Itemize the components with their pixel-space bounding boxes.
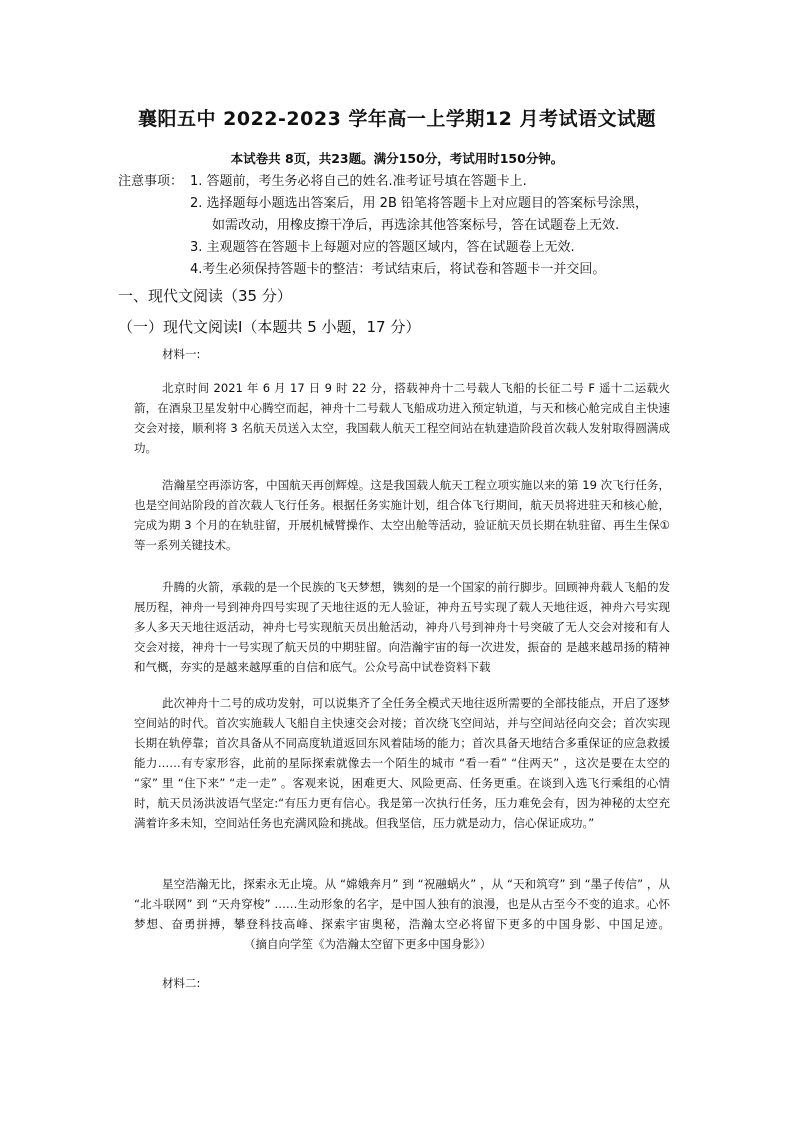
page-title: 襄阳五中 2022-2023 学年高一上学期12 月考试语文试题 — [138, 108, 656, 130]
material1-paragraph-4: 此次神舟十二号的成功发射，可以说集齐了全任务全模式天地往返所需要的全部技能点，开启了逐梦空间站的时代。首次实施载人飞船自主快速交会对接；首次绕飞空间站，并与空间站径向交会；首次实现长期在轨停靠；首次具备从不同高度轨道返回东风着陆场的能力；首次具备天地结合多重保证的应急救援能力……有专家形容，此前的星际探索就像去一个陌生的城市 “看一看” “住两天” ，这次是要在太空的 “家” 里 “住下来” “走一走” 。客观来说，困难更大、风险更高、任务更重。在谈到入选飞行乘组的心情时，航天员汤洪波语气坚定:“有压力更有信心。我是第一次执行任务，压力难免会有，因为神秘的太空充满着许多未知，空间站任务也充满风险和挑战。但我坚信，压力就是动力，信心保证成功。” — [134, 696, 670, 830]
material1-paragraph-5 — [134, 874, 670, 954]
material1-label: 材料一: — [162, 347, 201, 361]
material1-source: （摘自向学笙《为浩瀚太空留下更多中国身影》） — [244, 937, 492, 951]
note-line-3 — [118, 215, 678, 237]
material1-paragraph-2: 浩瀚星空再添访客，中国航天再创辉煌。这是我国载人航天工程立项实施以来的第 19 次飞行任务，也是空间站阶段的首次载人飞行任务。根据任务实施计划，组合体飞行期间，航天员将进驻天和核心舱，完成为期 3 个月的在轨驻留，开展机械臂操作、太空出舱等活动，验证航天员长期在轨驻留、再生生保①等一系列关键技术。 — [134, 478, 670, 552]
note-line-5 — [118, 259, 678, 281]
note-line-4 — [118, 237, 678, 259]
note-item-3: 3. 主观题答在答题卡上每题对应的答题区域内，答在试题卷上无效. — [190, 240, 575, 255]
material1-paragraph-5-text: 星空浩瀚无比，探索永无止境。从 “嫦娥奔月” 到 “祝融蜗火” ，从 “天和筑穹” 到 “墨子传信” ，从 “北斗联网” 到 “天舟穿梭” ……生动形象的名字，是中国人独有的浪漫，也是从古至今不变的追求。心怀梦想、奋勇拼搏，攀登科技高峰、探索宇宙奥秘，浩瀚太空必将留下更多的中国身影、中国足迹。 — [134, 877, 670, 931]
notes-label: 注意事项： — [118, 174, 184, 189]
subsection-heading: （一）现代文阅读Ⅰ（本题共 5 小题，17 分） — [118, 318, 421, 336]
exam-info: 本试卷共 8页，共23题。满分150分，考试用时150分钟。 — [230, 151, 564, 166]
material1-paragraph-3: 升腾的火箭，承载的是一个民族的飞天梦想，镌刻的是一个国家的前行脚步。回顾神舟载人飞船的发展历程，神舟一号到神舟四号实现了天地往返的无人验证，神舟五号实现了载人天地往返，神舟六号实现多人多天天地往返活动，神舟七号实现航天员出舱活动，神舟八号到神舟十号突破了无人交会对接和有人交会对接，神舟十一号实现了航天员的中期驻留。向浩瀚宇宙的每一次进发，振奋的 是越来越昂扬的精神和气概，夯实的是越来越厚重的自信和底气。公众号高中试卷资料下载 — [134, 580, 670, 674]
note-line-2 — [118, 193, 678, 215]
note-item-1: 1. 答题前，考生务必将自己的姓名.准考证号填在答题卡上. — [190, 174, 527, 189]
note-item-4: 4.考生必须保持答题卡的整洁：考试结束后，将试卷和答题卡一并交回。 — [190, 262, 606, 277]
section-heading: 一、现代文阅读（35 分） — [118, 287, 292, 305]
material2-label: 材料二: — [162, 976, 201, 990]
note-line-1 — [118, 171, 678, 193]
exam-notes — [118, 171, 678, 281]
material1-paragraph-1: 北京时间 2021 年 6 月 17 日 9 时 22 分，搭载神舟十二号载人飞船的长征二号 F 遥十二运载火箭，在酒泉卫星发射中心腾空而起，神舟十二号载人飞船成功进入预定轨道，与天和核心舱完成自主快速交会对接，顺利将 3 名航天员送入太空，我国载人航天工程空间站在轨建造阶段首次载人发射取得圆满成功。 — [134, 381, 670, 455]
note-item-2-cont: 如需改动，用橡皮擦干净后，再选涂其他答案标号，答在试题卷上无效. — [212, 218, 620, 233]
note-item-2: 2. 选择题每小题选出答案后，用 2B 铅笔将答题卡上对应题目的答案标号涂黑， — [190, 196, 648, 211]
